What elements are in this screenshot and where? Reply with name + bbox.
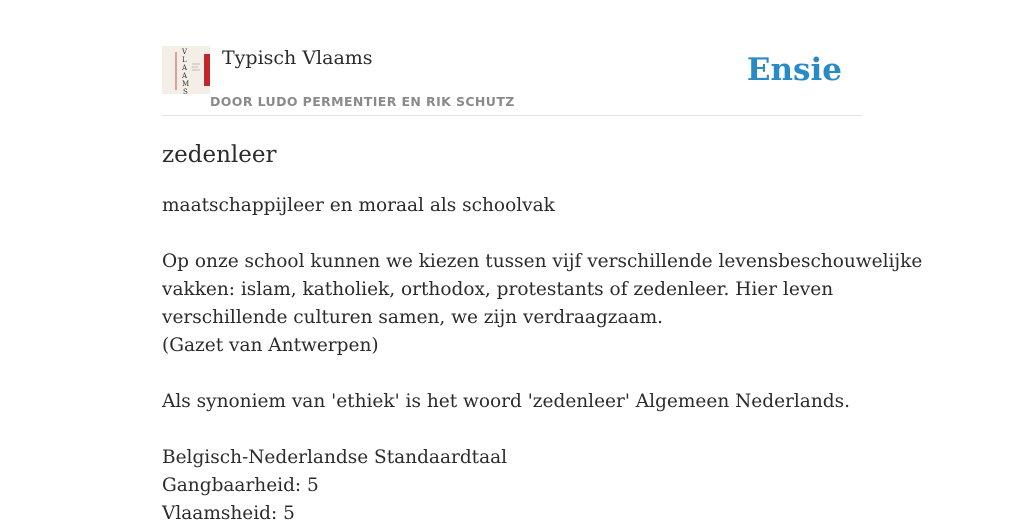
paragraph-spacer	[162, 360, 862, 388]
ensie-logo-link[interactable]: Ensie	[746, 52, 842, 88]
logo-letter: A	[182, 72, 188, 80]
logo-letter: V	[182, 48, 188, 56]
example-line: vakken: islam, katholiek, orthodox, protestants of zedenleer. Hier leven	[162, 279, 834, 300]
paragraph-spacer	[162, 416, 862, 444]
entry-register: Belgisch-Nederlandse Standaardtaal	[162, 447, 508, 468]
entry-stat: Gangbaarheid: 5	[162, 475, 319, 496]
example-line: Op onze school kunnen we kiezen tussen vijf verschillende levensbeschouwelijke	[162, 251, 923, 272]
entry-note: Als synoniem van 'ethiek' is het woord 'zedenleer' Algemeen Nederlands.	[162, 391, 850, 412]
book-authors: DOOR LUDO PERMENTIER EN RIK SCHUTZ	[210, 94, 515, 109]
entry-term: zedenleer	[162, 142, 277, 168]
entry-content	[162, 140, 923, 528]
logo-letter: L	[182, 56, 187, 64]
entry-definition: maatschappijleer en moraal als schoolvak	[162, 195, 555, 216]
example-line: verschillende culturen samen, we zijn verdraagzaam.	[162, 307, 664, 328]
entry-body	[162, 192, 923, 528]
book-title-link[interactable]: Typisch Vlaams	[222, 47, 373, 69]
logo-letter: S	[183, 88, 188, 96]
logo-letter: M	[182, 80, 190, 88]
logo-letter: A	[182, 64, 188, 72]
book-cover-icon[interactable]	[162, 46, 210, 94]
example-source: (Gazet van Antwerpen)	[162, 335, 379, 356]
paragraph-spacer	[162, 220, 862, 248]
entry-stat: Vlaamsheid: 5	[162, 503, 295, 524]
site-header	[162, 46, 862, 116]
